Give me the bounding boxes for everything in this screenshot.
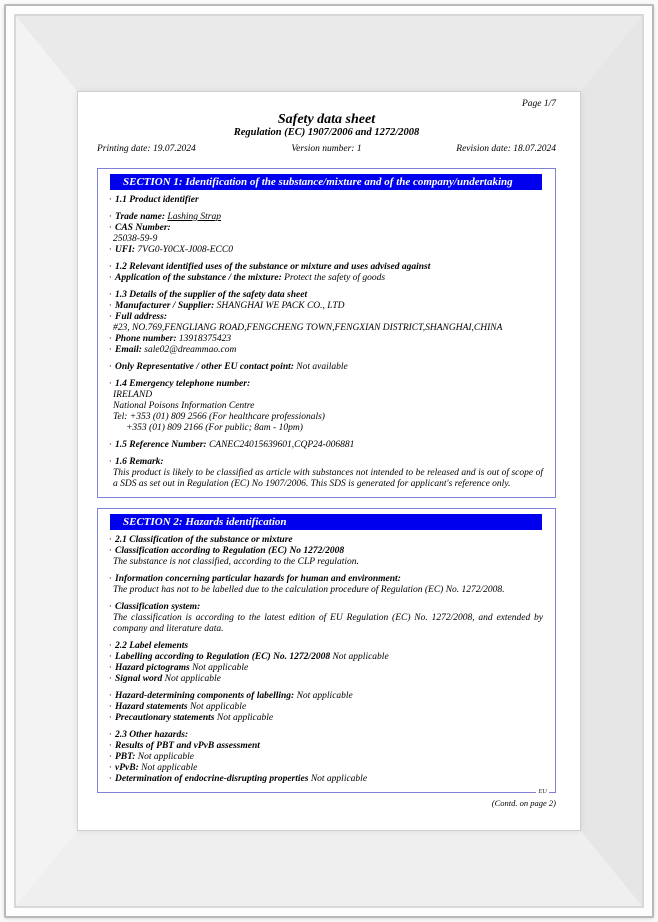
bullet-dot: · [109, 730, 112, 740]
doc-line: · vPvB: Not applicable [109, 763, 198, 773]
doc-line: The classification is according to the latest edition of EU Regulation (EC) No. 1272/2008, and extended by company and literature data. [113, 613, 543, 634]
frame-bevel [16, 16, 642, 906]
doc-line: · Classification according to Regulation (EC) No 1272/2008 [109, 546, 345, 556]
doc-line: · 2.1 Classification of the substance or mixture [109, 535, 293, 545]
doc-line: +353 (01) 809 2166 (For public; 8am - 10pm) [126, 423, 303, 433]
doc-line: · Manufacturer / Supplier: SHANGHAI WE PACK CO., LTD [109, 301, 345, 311]
bullet-dot: · [109, 301, 112, 311]
continued-note: (Contd. on page 2) [491, 798, 556, 808]
doc-line: · Hazard-determining components of labelling: Not applicable [109, 691, 353, 701]
doc-line: IRELAND [113, 390, 153, 400]
bullet-dot: · [109, 457, 112, 467]
doc-line: · Phone number: 13918375423 [109, 334, 232, 344]
section-1-box [97, 168, 556, 498]
doc-line: The product has not to be labelled due to the calculation procedure of Regulation (EC) No. 1272/2008. [113, 585, 505, 595]
doc-line: · Email: sale02@dreammao.com [109, 345, 237, 355]
bullet-dot: · [109, 362, 112, 372]
doc-line: · 2.3 Other hazards: [109, 730, 189, 740]
document-title: Safety data sheet [277, 112, 376, 127]
doc-line: · PBT: Not applicable [109, 752, 194, 762]
doc-line: · Hazard pictograms Not applicable [109, 663, 249, 673]
doc-line: This product is likely to be classified as article with substances not intended to be released and is out of scope of a SDS as set out in Regulation (EC) No 1907/2006. This SDS is generated for applicant's reference only. [113, 468, 543, 489]
bullet-dot: · [109, 273, 112, 283]
doc-line: · Only Representative / other EU contact point: Not available [109, 362, 348, 372]
bullet-dot: · [109, 602, 112, 612]
doc-line: · 1.2 Relevant identified uses of the substance or mixture and uses advised against [109, 262, 431, 272]
bullet-dot: · [109, 290, 112, 300]
date-row [97, 144, 556, 155]
doc-line: National Poisons Information Centre [113, 401, 255, 411]
printing-date: Printing date: 19.07.2024 [97, 144, 196, 154]
doc-line: · 1.4 Emergency telephone number: [109, 379, 251, 389]
section-1-rows [109, 195, 543, 490]
doc-line: · Full address: [109, 312, 167, 322]
bullet-dot: · [109, 212, 112, 222]
doc-line: · Labelling according to Regulation (EC) No. 1272/2008 Not applicable [109, 652, 389, 662]
doc-line: · 2.2 Label elements [109, 641, 189, 651]
doc-line: · 1.5 Reference Number: CANEC24015639601,CQP24-006881 [109, 440, 355, 450]
bullet-dot: · [109, 345, 112, 355]
doc-line: · Classification system: [109, 602, 201, 612]
doc-line: · Information concerning particular hazards for human and environment: [109, 574, 401, 584]
bullet-dot: · [109, 674, 112, 684]
doc-line: Tel: +353 (01) 809 2566 (For healthcare professionals) [113, 412, 325, 422]
bullet-dot: · [109, 752, 112, 762]
doc-line: · Application of the substance / the mixture: Protect the safety of goods [109, 273, 386, 283]
doc-line: · Results of PBT and vPvB assessment [109, 741, 260, 751]
doc-line: · Precautionary statements Not applicable [109, 713, 274, 723]
doc-line: · 1.1 Product identifier [109, 195, 199, 205]
bullet-dot: · [109, 763, 112, 773]
bullet-dot: · [109, 334, 112, 344]
bullet-dot: · [109, 546, 112, 556]
doc-line: · 1.3 Details of the supplier of the safety data sheet [109, 290, 308, 300]
bullet-dot: · [109, 535, 112, 545]
doc-line: · CAS Number: [109, 223, 171, 233]
doc-line: 25038-59-9 [113, 234, 158, 244]
bullet-dot: · [109, 245, 112, 255]
doc-line: · Hazard statements Not applicable [109, 702, 247, 712]
bullet-dot: · [109, 641, 112, 651]
bullet-dot: · [109, 574, 112, 584]
page-number: Page 1/7 [521, 99, 556, 109]
bullet-dot: · [109, 379, 112, 389]
bullet-dot: · [109, 774, 112, 784]
doc-line: · 1.6 Remark: [109, 457, 164, 467]
doc-line: · Trade name: Lashing Strap [109, 212, 222, 222]
revision-date: Revision date: 18.07.2024 [456, 144, 556, 154]
doc-line: The substance is not classified, according to the CLP regulation. [113, 557, 359, 567]
doc-line: #23, NO.769,FENGLIANG ROAD,FENGCHENG TOWN,FENGXIAN DISTRICT,SHANGHAI,CHINA [113, 323, 503, 333]
bullet-dot: · [109, 223, 112, 233]
doc-line: · Signal word Not applicable [109, 674, 221, 684]
bullet-dot: · [109, 262, 112, 272]
section-2-rows [109, 535, 543, 785]
bullet-dot: · [109, 663, 112, 673]
doc-line: · Determination of endocrine-disrupting properties Not applicable [109, 774, 368, 784]
eu-region-marker: EU [538, 788, 547, 795]
bullet-dot: · [109, 702, 112, 712]
bullet-dot: · [109, 713, 112, 723]
sds-document-page [78, 92, 580, 830]
bullet-dot: · [109, 312, 112, 322]
version-number: Version number: 1 [291, 144, 362, 154]
bullet-dot: · [109, 440, 112, 450]
section-1-header: SECTION 1: Identification of the substance/mixture and of the company/undertaking [110, 174, 542, 190]
doc-line: · UFI: 7VG0-Y0CX-J008-ECC0 [109, 245, 233, 255]
bullet-dot: · [109, 652, 112, 662]
section-2-box [97, 508, 556, 793]
bullet-dot: · [109, 691, 112, 701]
section-2-header: SECTION 2: Hazards identification [110, 514, 542, 530]
bullet-dot: · [109, 195, 112, 205]
document-subtitle: Regulation (EC) 1907/2006 and 1272/2008 [233, 127, 420, 138]
bullet-dot: · [109, 741, 112, 751]
